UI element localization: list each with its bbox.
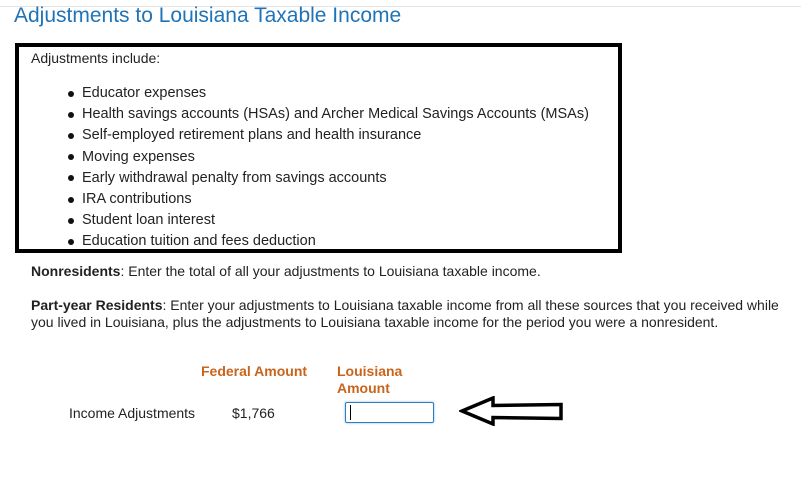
list-item [68, 125, 589, 146]
bullet-icon [68, 175, 74, 181]
list-item-label: Educator expenses [82, 85, 207, 101]
part-year-instructions [31, 297, 791, 330]
income-adjustments-label: Income Adjustments [69, 405, 196, 421]
federal-amount-value: $1,766 [232, 405, 275, 421]
bullet-icon [68, 112, 74, 118]
nonresidents-text: : Enter the total of all your adjustments to Louisiana taxable income. [120, 263, 541, 279]
adjustments-intro: Adjustments include: [31, 50, 161, 66]
adjustments-list [68, 83, 589, 253]
part-year-label: Part-year Residents [31, 297, 163, 313]
bullet-icon [68, 91, 74, 97]
bullet-icon [68, 133, 74, 139]
list-item-label: Self-employed retirement plans and health insurance [82, 127, 422, 144]
bullet-icon [68, 197, 74, 203]
nonresidents-instructions [31, 263, 791, 280]
list-item-label: Education tuition and fees deduction [82, 233, 316, 250]
part-year-text: : Enter your adjustments to Louisiana taxable income from all these sources that you received while you lived in Louisiana, plus the adjustments to Louisiana taxable income for the period you were a nonresident. [31, 297, 779, 330]
list-item [68, 147, 589, 168]
list-item [68, 104, 589, 125]
left-pointing-arrow-icon [459, 396, 565, 426]
list-item-label: IRA contributions [82, 190, 192, 207]
page-title: Adjustments to Louisiana Taxable Income [14, 4, 402, 27]
text-caret [350, 405, 351, 420]
list-item [68, 189, 589, 210]
list-item-label: Student loan interest [82, 212, 216, 229]
list-item [68, 210, 589, 231]
list-item-label: Moving expenses [82, 148, 195, 165]
bullet-icon [68, 154, 74, 160]
list-item [68, 231, 589, 252]
list-item [68, 83, 589, 104]
bullet-icon [68, 239, 74, 245]
bullet-icon [68, 218, 74, 224]
federal-amount-header: Federal Amount [201, 363, 308, 379]
adjustments-box [15, 43, 622, 253]
louisiana-amount-header: Louisiana Amount [337, 363, 403, 396]
list-item [68, 168, 589, 189]
louisiana-amount-input[interactable] [345, 402, 434, 423]
list-item-label: Health savings accounts (HSAs) and Archer Medical Savings Accounts (MSAs) [82, 106, 589, 123]
list-item-label: Early withdrawal penalty from savings accounts [82, 169, 387, 186]
nonresidents-label: Nonresidents [31, 263, 121, 279]
